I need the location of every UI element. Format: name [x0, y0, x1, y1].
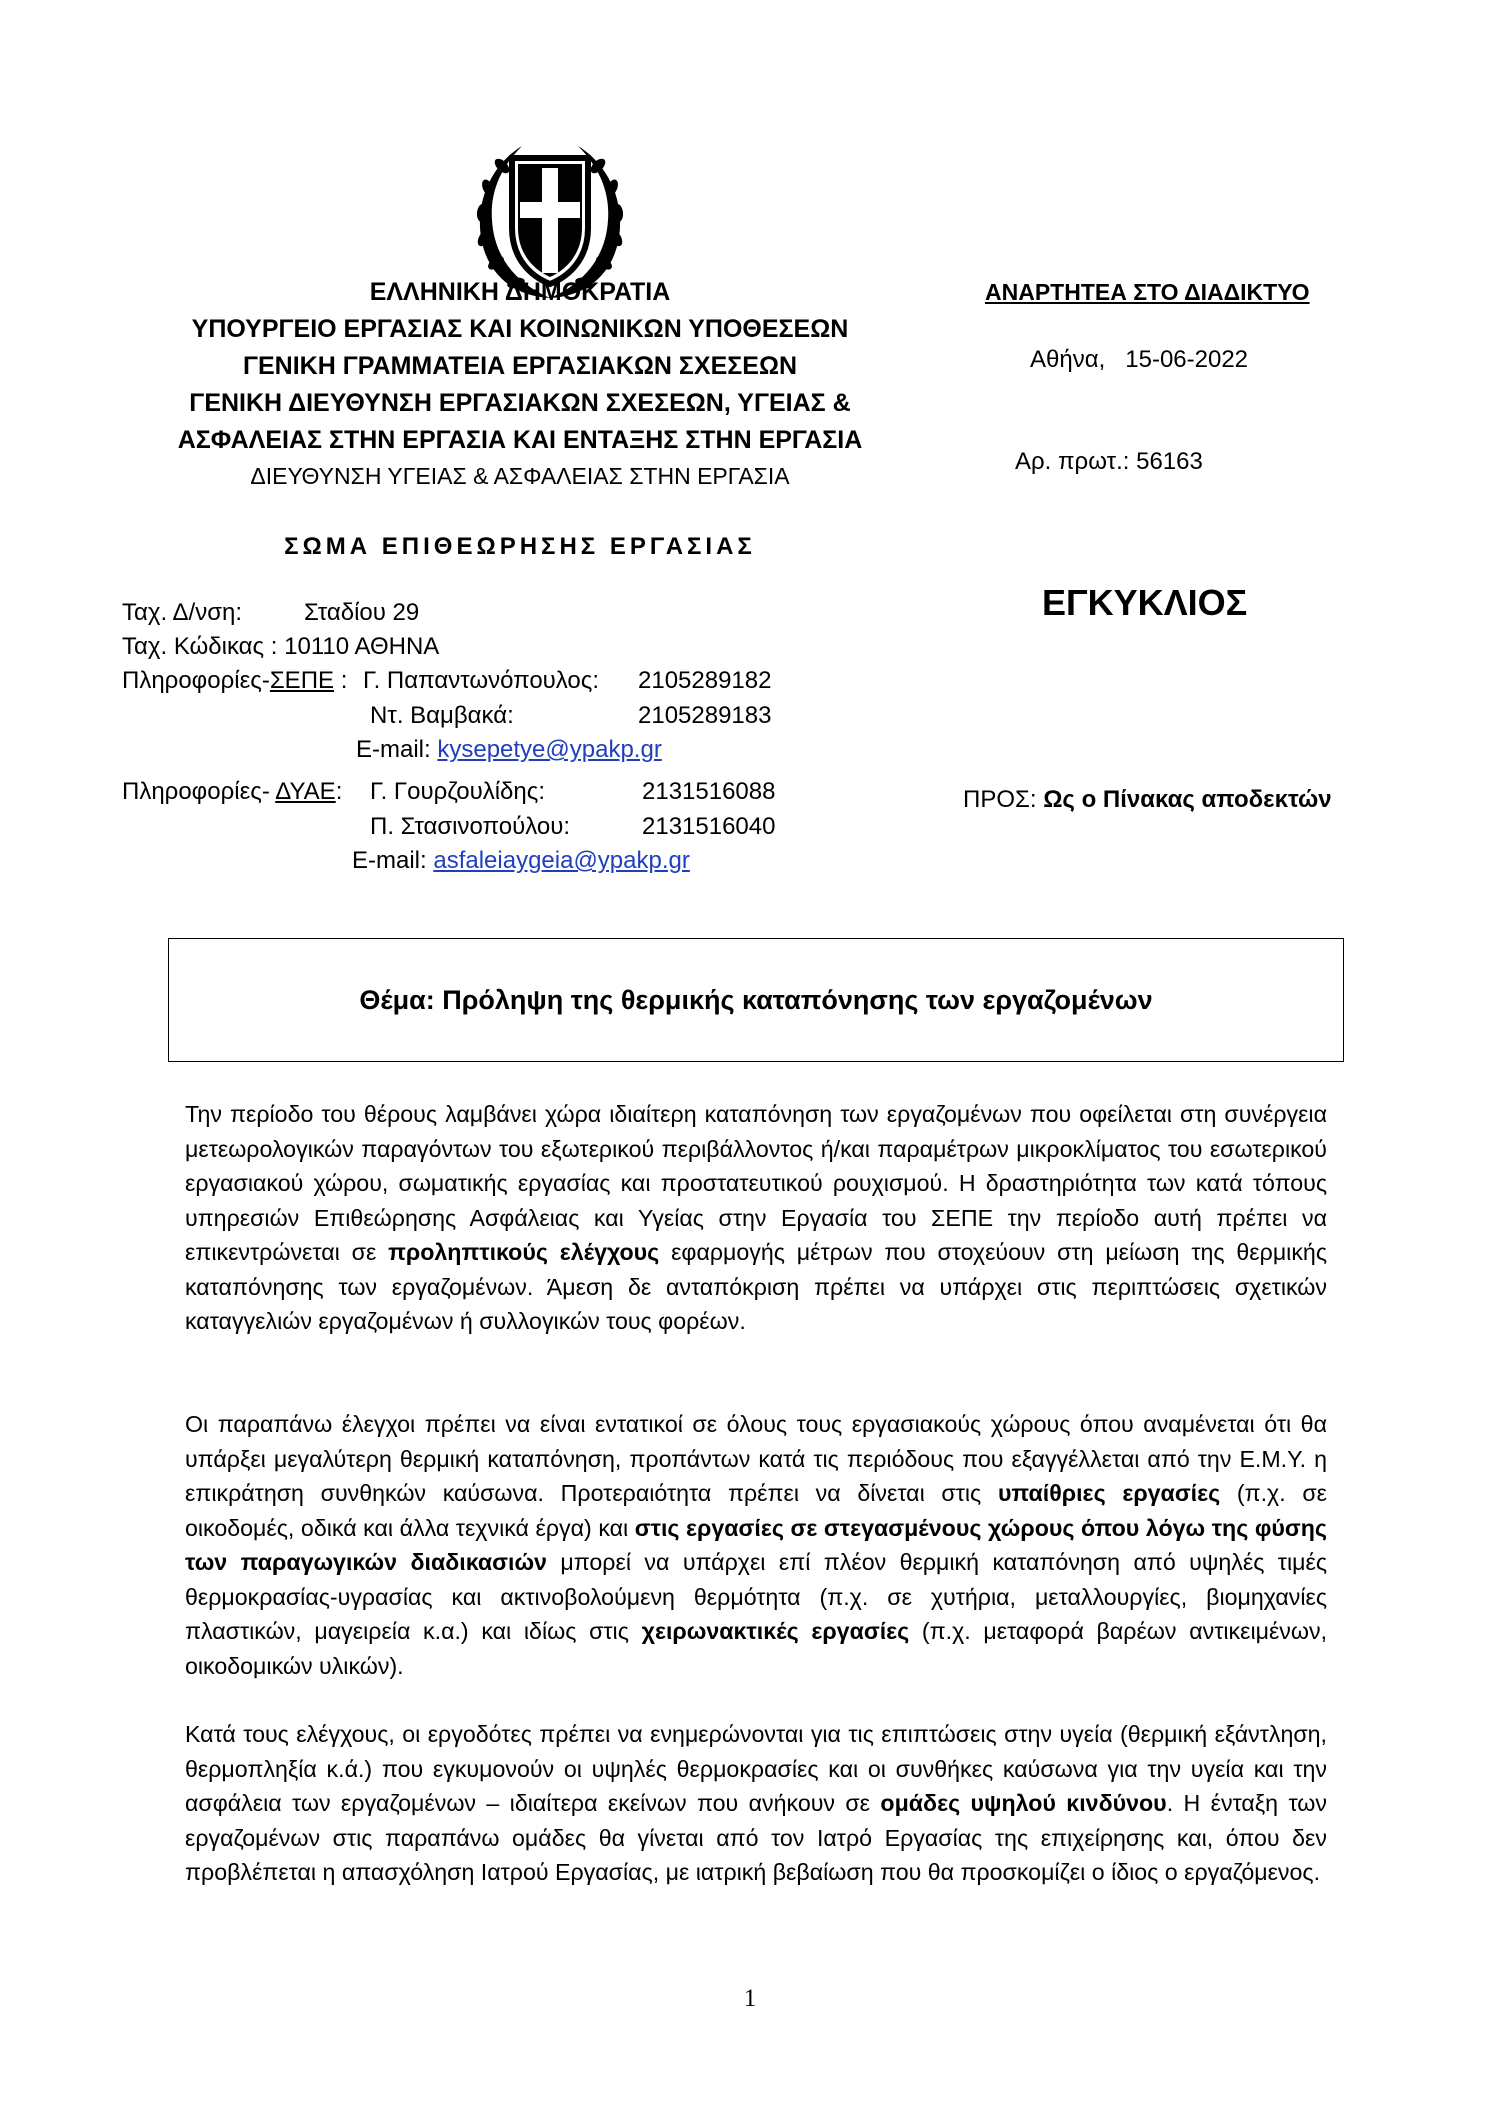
dyae-phone-2: 2131516040 [642, 813, 776, 840]
address-label: Ταχ. Δ/νση: [122, 599, 243, 626]
p2-text: (π.χ. σε οικοδομές, οδικά και άλλα τεχνικά έργα) και [185, 1480, 1328, 1541]
info-suffix: : [335, 778, 343, 805]
p2-bold: υπαίθριες εργασίες [997, 1480, 1221, 1506]
date-line [1030, 346, 1248, 374]
header-directorate: ΔΙΕΥΘΥΝΣΗ ΥΓΕΙΑΣ & ΑΣΦΑΛΕΙΑΣ ΣΤΗΝ ΕΡΓΑΣΙΑ [250, 463, 790, 489]
info-suffix: : [334, 667, 348, 694]
issuer-header [140, 274, 900, 493]
dyae-email-line [352, 844, 690, 878]
paragraph-1 [185, 1097, 1327, 1339]
dyae-phone-1: 2131516088 [642, 778, 776, 805]
paragraph-3 [185, 1717, 1327, 1890]
email-label: E-mail: [356, 736, 431, 763]
postcode-line [122, 630, 439, 664]
p2-text: (π.χ. μεταφορά βαρέων αντικειμένων, οικοδομικών υλικών). [185, 1618, 1328, 1679]
p2-bold: στις εργασίες σε στεγασμένους χώρους όπου λόγω της φύσης των παραγωγικών διαδικασιών [185, 1514, 1327, 1575]
sepe-person-1: Γ. Παπαντωνόπουλος: [363, 667, 600, 694]
sepe-person-2: Ντ. Βαμβακά: [370, 702, 514, 729]
date: 15-06-2022 [1125, 346, 1249, 373]
subject-box [168, 938, 1344, 1062]
p3-text: Κατά τους ελέγχους, οι εργοδότες πρέπει να ενημερώνονται για τις επιπτώσεις στην υγεία (θερμική εξάντληση, θερμοπληξία κ.ά.) που εγκυμονούν οι υψηλές θερμοκρασίες και οι συνθήκες καύσωνα για την υγεία και την ασφάλεια των εργαζομένων – ιδιαίτερα εκείνων που ανήκουν σε [185, 1721, 1327, 1816]
p3-text: . Η ένταξη των εργαζομένων στις παραπάνω ομάδες θα γίνεται από τον Ιατρό Εργασίας της επιχείρησης και, όπου δεν προβλέπεται η απασχόληση Ιατρού Εργασίας, με ιατρική βεβαίωση που θα προσκομίζει ο ίδιος ο εργαζόμενος. [185, 1790, 1327, 1885]
dyae-person-1: Γ. Γουρζουλίδης: [370, 778, 545, 805]
header-line-2: ΥΠΟΥΡΓΕΙΟ ΕΡΓΑΣΙΑΣ ΚΑΙ ΚΟΙΝΩΝΙΚΩΝ ΥΠΟΘΕΣΕΩΝ [191, 315, 849, 343]
header-line-3: ΓΕΝΙΚΗ ΓΡΑΜΜΑΤΕΙΑ ΕΡΓΑΣΙΑΚΩΝ ΣΧΕΣΕΩΝ [242, 352, 798, 380]
to-value: Ως ο Πίνακας αποδεκτών [1043, 786, 1332, 813]
p1-text: εφαρμογής μέτρων που στοχεύουν στη μείωση της θερμικής καταπόνησης των εργαζομένων. Άμεση δε ανταπόκριση πρέπει να υπάρχει στις περιπτώσεις σχετικών καταγγελιών εργαζομένων ή συλλογικών τους φορέων. [185, 1239, 1328, 1334]
info-sepe-label [122, 664, 347, 698]
paragraph-2 [185, 1407, 1327, 1683]
dyae-email-link[interactable]: asfaleiaygeia@ypakp.gr [433, 847, 690, 874]
to-label: ΠΡΟΣ: [963, 786, 1044, 813]
info-prefix: Πληροφορίες- [122, 667, 270, 694]
dyae-person-2: Π. Στασινοπούλου: [370, 813, 570, 840]
document-type: ΕΓΚΥΚΛΙΟΣ [1042, 582, 1248, 623]
page-number: 1 [743, 1985, 757, 2012]
p2-bold: χειρωνακτικές εργασίες [641, 1618, 910, 1644]
protocol-number: Αρ. πρωτ.: 56163 [1015, 448, 1203, 475]
p1-bold: προληπτικούς ελέγχους [388, 1239, 660, 1265]
dyae-org: ΔΥΑΕ [275, 778, 336, 805]
header-line-1: ΕΛΛΗΝΙΚΗ ΔΗΜΟΚΡΑΤΙΑ [369, 278, 671, 306]
sepe-email-link[interactable]: kysepetye@ypakp.gr [437, 736, 662, 763]
city: Αθήνα, [1030, 346, 1106, 373]
sepe-phone-1: 2105289182 [638, 667, 772, 694]
post-online-notice: ΑΝΑΡΤΗΤΕΑ ΣΤΟ ΔΙΑΔΙΚΤΥΟ [985, 279, 1310, 305]
postcode-value: 10110 ΑΘΗΝΑ [284, 633, 440, 660]
info-dyae-label [122, 775, 342, 809]
email-label: E-mail: [352, 847, 427, 874]
postcode-label: Ταχ. Κώδικας : [122, 633, 278, 660]
sepe-phone-2: 2105289183 [638, 702, 772, 729]
sepe-email-line [356, 733, 662, 767]
p1-text: Την περίοδο του θέρους λαμβάνει χώρα ιδιαίτερη καταπόνηση των εργαζομένων που οφείλεται στη συνέργεια μετεωρολογικών παραγόντων του εξωτερικού περιβάλλοντος ή/και παραμέτρων μικροκλίματος του εσωτερικού εργασιακού χώρου, σωματικής εργασίας και προστατευτικού ρουχισμού. Η δραστηριότητα των κατά τόπους υπηρεσιών Επιθεώρησης Ασφάλειας και Υγείας στην Εργασία του ΣΕΠΕ την περίοδο αυτή πρέπει να επικεντρώνεται σε [185, 1101, 1327, 1265]
sepe-heading: ΣΩΜΑ ΕΠΙΘΕΩΡΗΣΗΣ ΕΡΓΑΣΙΑΣ [284, 533, 756, 560]
p2-text: μπορεί να υπάρχει επί πλέον θερμική καταπόνηση από υψηλές τιμές θερμοκρασίας-υγρασίας και ακτινοβολούμενη θερμότητα (π.χ. σε χυτήρια, μεταλλουργίες, βιομηχανίες πλαστικών, μαγειρεία κ.α.) και ιδίως στις [185, 1549, 1327, 1644]
subject-title: Θέμα: Πρόληψη της θερμικής καταπόνησης των εργαζομένων [359, 984, 1153, 1015]
sepe-org: ΣΕΠΕ [269, 667, 335, 694]
info-prefix: Πληροφορίες- [122, 778, 276, 805]
recipients-line [963, 786, 1332, 814]
p3-bold: ομάδες υψηλού κινδύνου [880, 1790, 1167, 1816]
address-value: Σταδίου 29 [304, 599, 420, 626]
header-line-4: ΓΕΝΙΚΗ ΔΙΕΥΘΥΝΣΗ ΕΡΓΑΣΙΑΚΩΝ ΣΧΕΣΕΩΝ, ΥΓΕΙΑΣ & [189, 389, 851, 417]
p2-text: Οι παραπάνω έλεγχοι πρέπει να είναι εντατικοί σε όλους τους εργασιακούς χώρους όπου αναμένεται ότι θα υπάρξει μεγαλύτερη θερμική καταπόνηση, προπάντων κατά τις περιόδους που εξαγγέλλεται από την Ε.Μ.Υ. η επικράτηση συνθηκών καύσωνα. Προτεραιότητα πρέπει να δίνεται στις [185, 1411, 1327, 1506]
header-line-5: ΑΣΦΑΛΕΙΑΣ ΣΤΗΝ ΕΡΓΑΣΙΑ ΚΑΙ ΕΝΤΑΞΗΣ ΣΤΗΝ ΕΡΓΑΣΙΑ [177, 426, 863, 454]
